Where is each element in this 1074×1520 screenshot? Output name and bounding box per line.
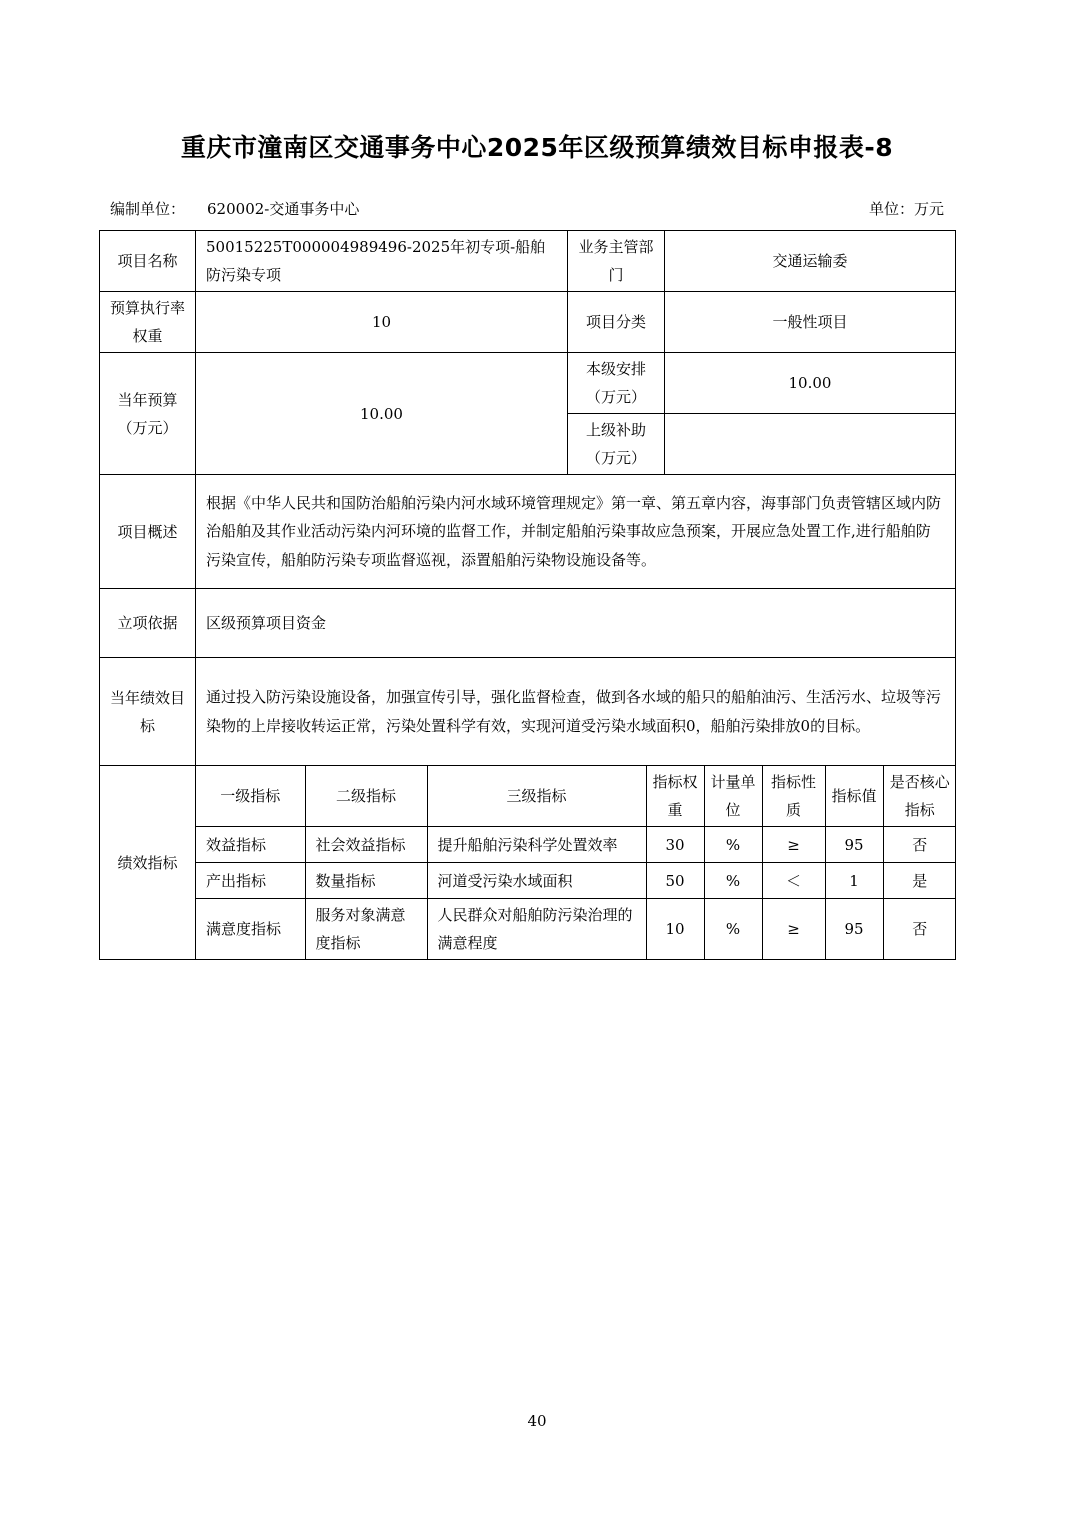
dept-value: 交通运输委 [665, 231, 956, 292]
local-label: 本级安排（万元） [568, 353, 665, 414]
currency-unit: 单位：万元 [868, 200, 944, 218]
unit-label: 编制单位： [110, 200, 186, 218]
page-number: 40 [527, 1412, 547, 1430]
table-cell: 满意度指标 [196, 899, 305, 960]
table-cell: % [704, 827, 762, 863]
table-cell: % [704, 899, 762, 960]
performance-header-row [196, 766, 956, 827]
table-cell: 30 [646, 827, 704, 863]
budget-label: 当年预算（万元） [100, 353, 196, 475]
goal-label: 当年绩效目标 [100, 658, 196, 766]
performance-table [196, 766, 956, 959]
header-cell: 指标值 [825, 766, 883, 827]
category-label: 项目分类 [568, 292, 665, 353]
subsidy-value [665, 414, 956, 475]
performance-label: 绩效指标 [100, 766, 196, 960]
table-cell: 效益指标 [196, 827, 305, 863]
project-name-value: 50015225T000004989496-2025年初专项-船舶防污染专项 [196, 231, 568, 292]
overview-value: 根据《中华人民共和国防治船舶污染内河水域环境管理规定》第一章、第五章内容，海事部门负责管辖区域内防治船舶及其作业活动污染内河环境的监督工作，并制定船舶污染事故应急预案，开展应急处置工作,进行船舶防污染宣传，船舶防污染专项监督巡视，添置船舶污染物设施设备等。 [196, 475, 956, 589]
table-cell: ≥ [762, 827, 825, 863]
table-row [196, 863, 956, 899]
table-cell: 数量指标 [305, 863, 427, 899]
category-value: 一般性项目 [665, 292, 956, 353]
table-cell: 95 [825, 827, 883, 863]
table-row [196, 899, 956, 960]
table-cell: 1 [825, 863, 883, 899]
unit-value: 620002-交通事务中心 [207, 200, 360, 218]
table-cell: 否 [883, 827, 956, 863]
table-cell: 是 [883, 863, 956, 899]
table-cell: 服务对象满意度指标 [305, 899, 427, 960]
table-row [196, 827, 956, 863]
project-name-label: 项目名称 [100, 231, 196, 292]
table-cell: 提升船舶污染科学处置效率 [427, 827, 646, 863]
header-cell: 指标性质 [762, 766, 825, 827]
table-cell: 人民群众对船舶防污染治理的满意程度 [427, 899, 646, 960]
table-cell: % [704, 863, 762, 899]
table-cell: 50 [646, 863, 704, 899]
header-cell: 计量单位 [704, 766, 762, 827]
table-cell: ＜ [762, 863, 825, 899]
goal-value: 通过投入防污染设施设备，加强宣传引导，强化监督检查，做到各水域的船只的船舶油污、生活污水、垃圾等污染物的上岸接收转运正常，污染处置科学有效，实现河道受污染水域面积0，船舶污染排放0的目标。 [196, 658, 956, 766]
header-cell: 三级指标 [427, 766, 646, 827]
table-cell: ≥ [762, 899, 825, 960]
header-cell: 二级指标 [305, 766, 427, 827]
page-title: 重庆市潼南区交通事务中心2025年区级预算绩效目标申报表-8 [180, 133, 894, 162]
dept-label: 业务主管部门 [568, 231, 665, 292]
budget-value: 10.00 [196, 353, 568, 475]
weight-label: 预算执行率权重 [100, 292, 196, 353]
subsidy-label: 上级补助（万元） [568, 414, 665, 475]
table-cell: 否 [883, 899, 956, 960]
performance-cell [196, 766, 956, 960]
table-cell: 社会效益指标 [305, 827, 427, 863]
header-cell: 是否核心指标 [883, 766, 956, 827]
local-value: 10.00 [665, 353, 956, 414]
table-cell: 10 [646, 899, 704, 960]
basis-value: 区级预算项目资金 [196, 589, 956, 658]
weight-value: 10 [196, 292, 568, 353]
table-cell: 95 [825, 899, 883, 960]
overview-label: 项目概述 [100, 475, 196, 589]
header-cell: 一级指标 [196, 766, 305, 827]
table-cell: 产出指标 [196, 863, 305, 899]
budget-target-table [99, 230, 956, 960]
header-cell: 指标权重 [646, 766, 704, 827]
basis-label: 立项依据 [100, 589, 196, 658]
compiling-unit [110, 198, 359, 219]
table-cell: 河道受污染水域面积 [427, 863, 646, 899]
